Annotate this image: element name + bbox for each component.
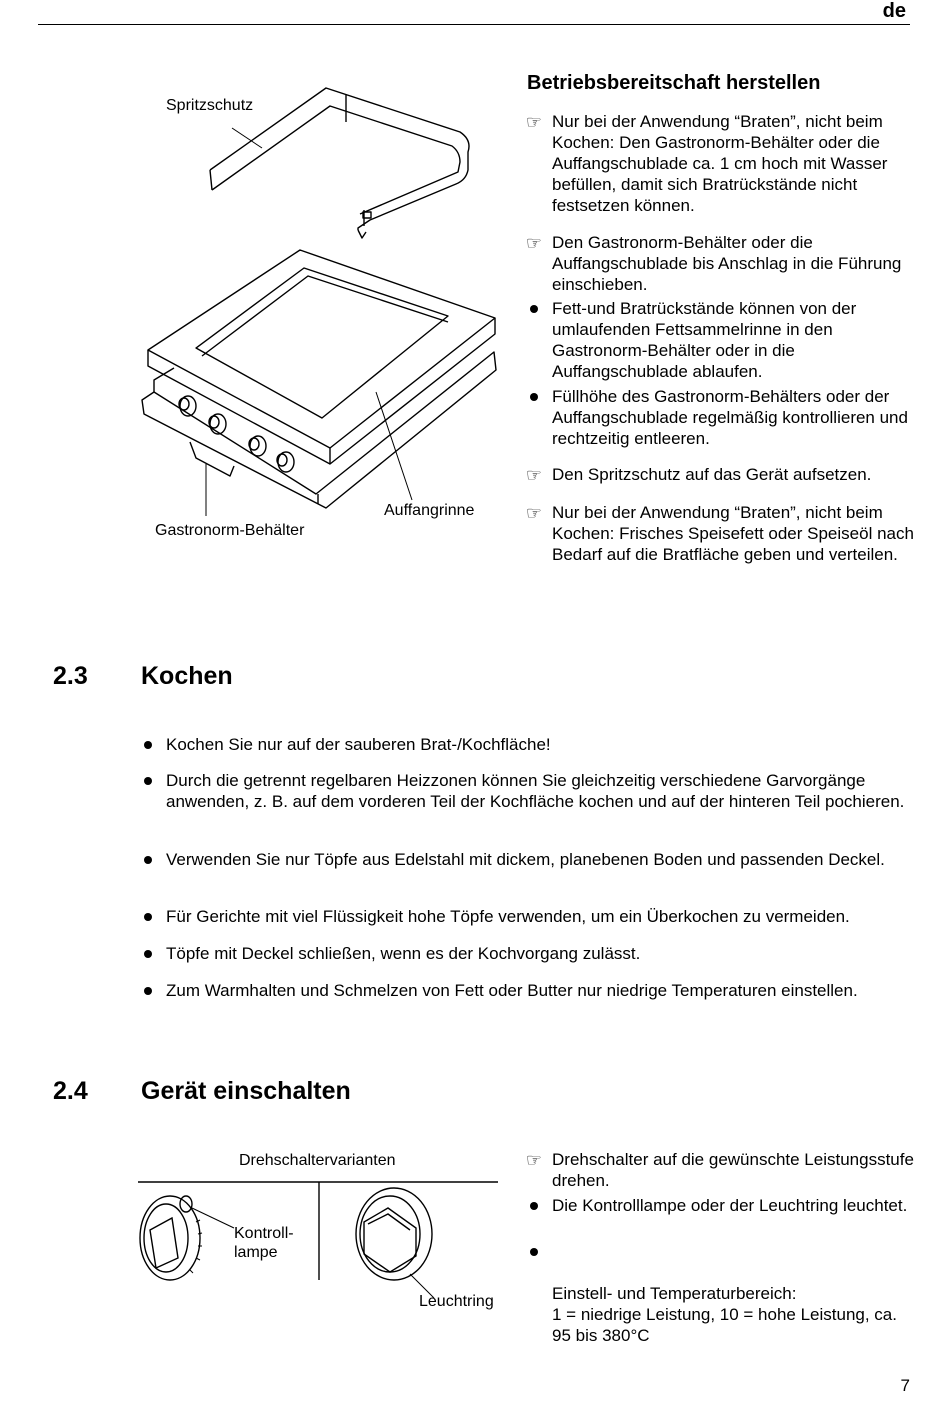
bullet-icon [138,734,158,749]
section-number: 2.4 [53,1077,88,1105]
bullet-icon [138,770,158,785]
language-code: de [882,0,906,22]
list-item: Füllhöhe des Gastronorm-Behälters oder der Auffangschublade regelmäßig kontrollieren und rechtzeitig entleeren. [552,386,914,449]
label-collecting-channel: Auffangrinne [384,502,475,519]
rotary-switch-illustration [138,1178,500,1308]
label-light-ring: Leuchtring [419,1293,494,1310]
bullet-icon [138,849,158,864]
list-item: ☞ Nur bei der Anwendung “Braten”, nicht beim Kochen: Den Gastronorm-Behälter oder die Auffangschublade ca. 1 cm hoch mit Wasser befüllen, damit sich Bratrückstände nicht festsetzen können. [525,112,888,215]
bullet-icon [138,980,158,995]
list-item: Kochen Sie nur auf der sauberen Brat-/Kochfläche! [166,734,918,755]
bullet-icon [524,298,544,313]
list-item: ☞ Den Spritzschutz auf das Gerät aufsetzen. [525,465,872,485]
label-gastronorm-container: Gastronorm-Behälter [155,522,305,539]
bullet-icon [524,386,544,401]
list-item: Verwenden Sie nur Töpfe aus Edelstahl mit dickem, planebenen Boden und passenden Deckel. [166,849,918,870]
list-item: Einstell- und Temperaturbereich: 1 = niedrige Leistung, 10 = hohe Leistung, ca. 95 bis 380°C [552,1241,914,1346]
container-shape [190,442,234,476]
list-item: Durch die getrennt regelbaren Heizzonen können Sie gleichzeitig verschiedene Garvorgänge anwenden, z. B. auf dem vorderen Teil der Kochfläche kochen und auf der hinteren Teil pochieren. [166,770,918,812]
section-title: Kochen [141,662,233,690]
page-number: 7 [900,1376,910,1395]
section-title: Gerät einschalten [141,1077,351,1105]
figure-caption: Drehschaltervarianten [239,1152,396,1169]
label-splash-guard: Spritzschutz [166,97,254,114]
pointing-hand-icon: ☞ [525,1150,543,1170]
header-rule [38,24,910,25]
section-number: 2.3 [53,662,88,690]
list-item: Töpfe mit Deckel schließen, wenn es der Kochvorgang zulässt. [166,943,918,964]
list-item: Für Gerichte mit viel Flüssigkeit hohe Töpfe verwenden, um ein Überkochen zu vermeiden. [166,906,918,927]
list-item: Die Kontrolllampe oder der Leuchtring leuchtet. [552,1195,914,1216]
list-item: Fett-und Bratrückstände können von der umlaufenden Fettsammelrinne in den Gastronorm-Behälter oder in die Auffangschublade ablaufen. [552,298,914,382]
list-item: ☞ Nur bei der Anwendung “Braten”, nicht beim Kochen: Frisches Speisefett oder Speiseöl nach Bedarf auf die Bratfläche geben und verteilen. [525,503,914,564]
bullet-icon [524,1241,544,1256]
pointing-hand-icon: ☞ [525,233,543,253]
label-control-lamp: Kontroll- lampe [234,1225,294,1261]
list-item: Zum Warmhalten und Schmelzen von Fett oder Butter nur niedrige Temperaturen einstellen. [166,980,918,1001]
bullet-icon [138,943,158,958]
pointing-hand-icon: ☞ [525,465,543,485]
list-item: ☞ Den Gastronorm-Behälter oder die Auffangschublade bis Anschlag in die Führung einschieben. [525,233,902,294]
griddle-illustration [130,80,510,520]
pointing-hand-icon: ☞ [525,112,543,132]
pointing-hand-icon: ☞ [525,503,543,523]
bullet-icon [138,906,158,921]
control-lamp-icon [180,1196,192,1212]
bullet-icon [524,1195,544,1210]
list-item: ☞ Drehschalter auf die gewünschte Leistungsstufe drehen. [525,1150,914,1190]
readiness-heading: Betriebsbereitschaft herstellen [527,72,821,94]
